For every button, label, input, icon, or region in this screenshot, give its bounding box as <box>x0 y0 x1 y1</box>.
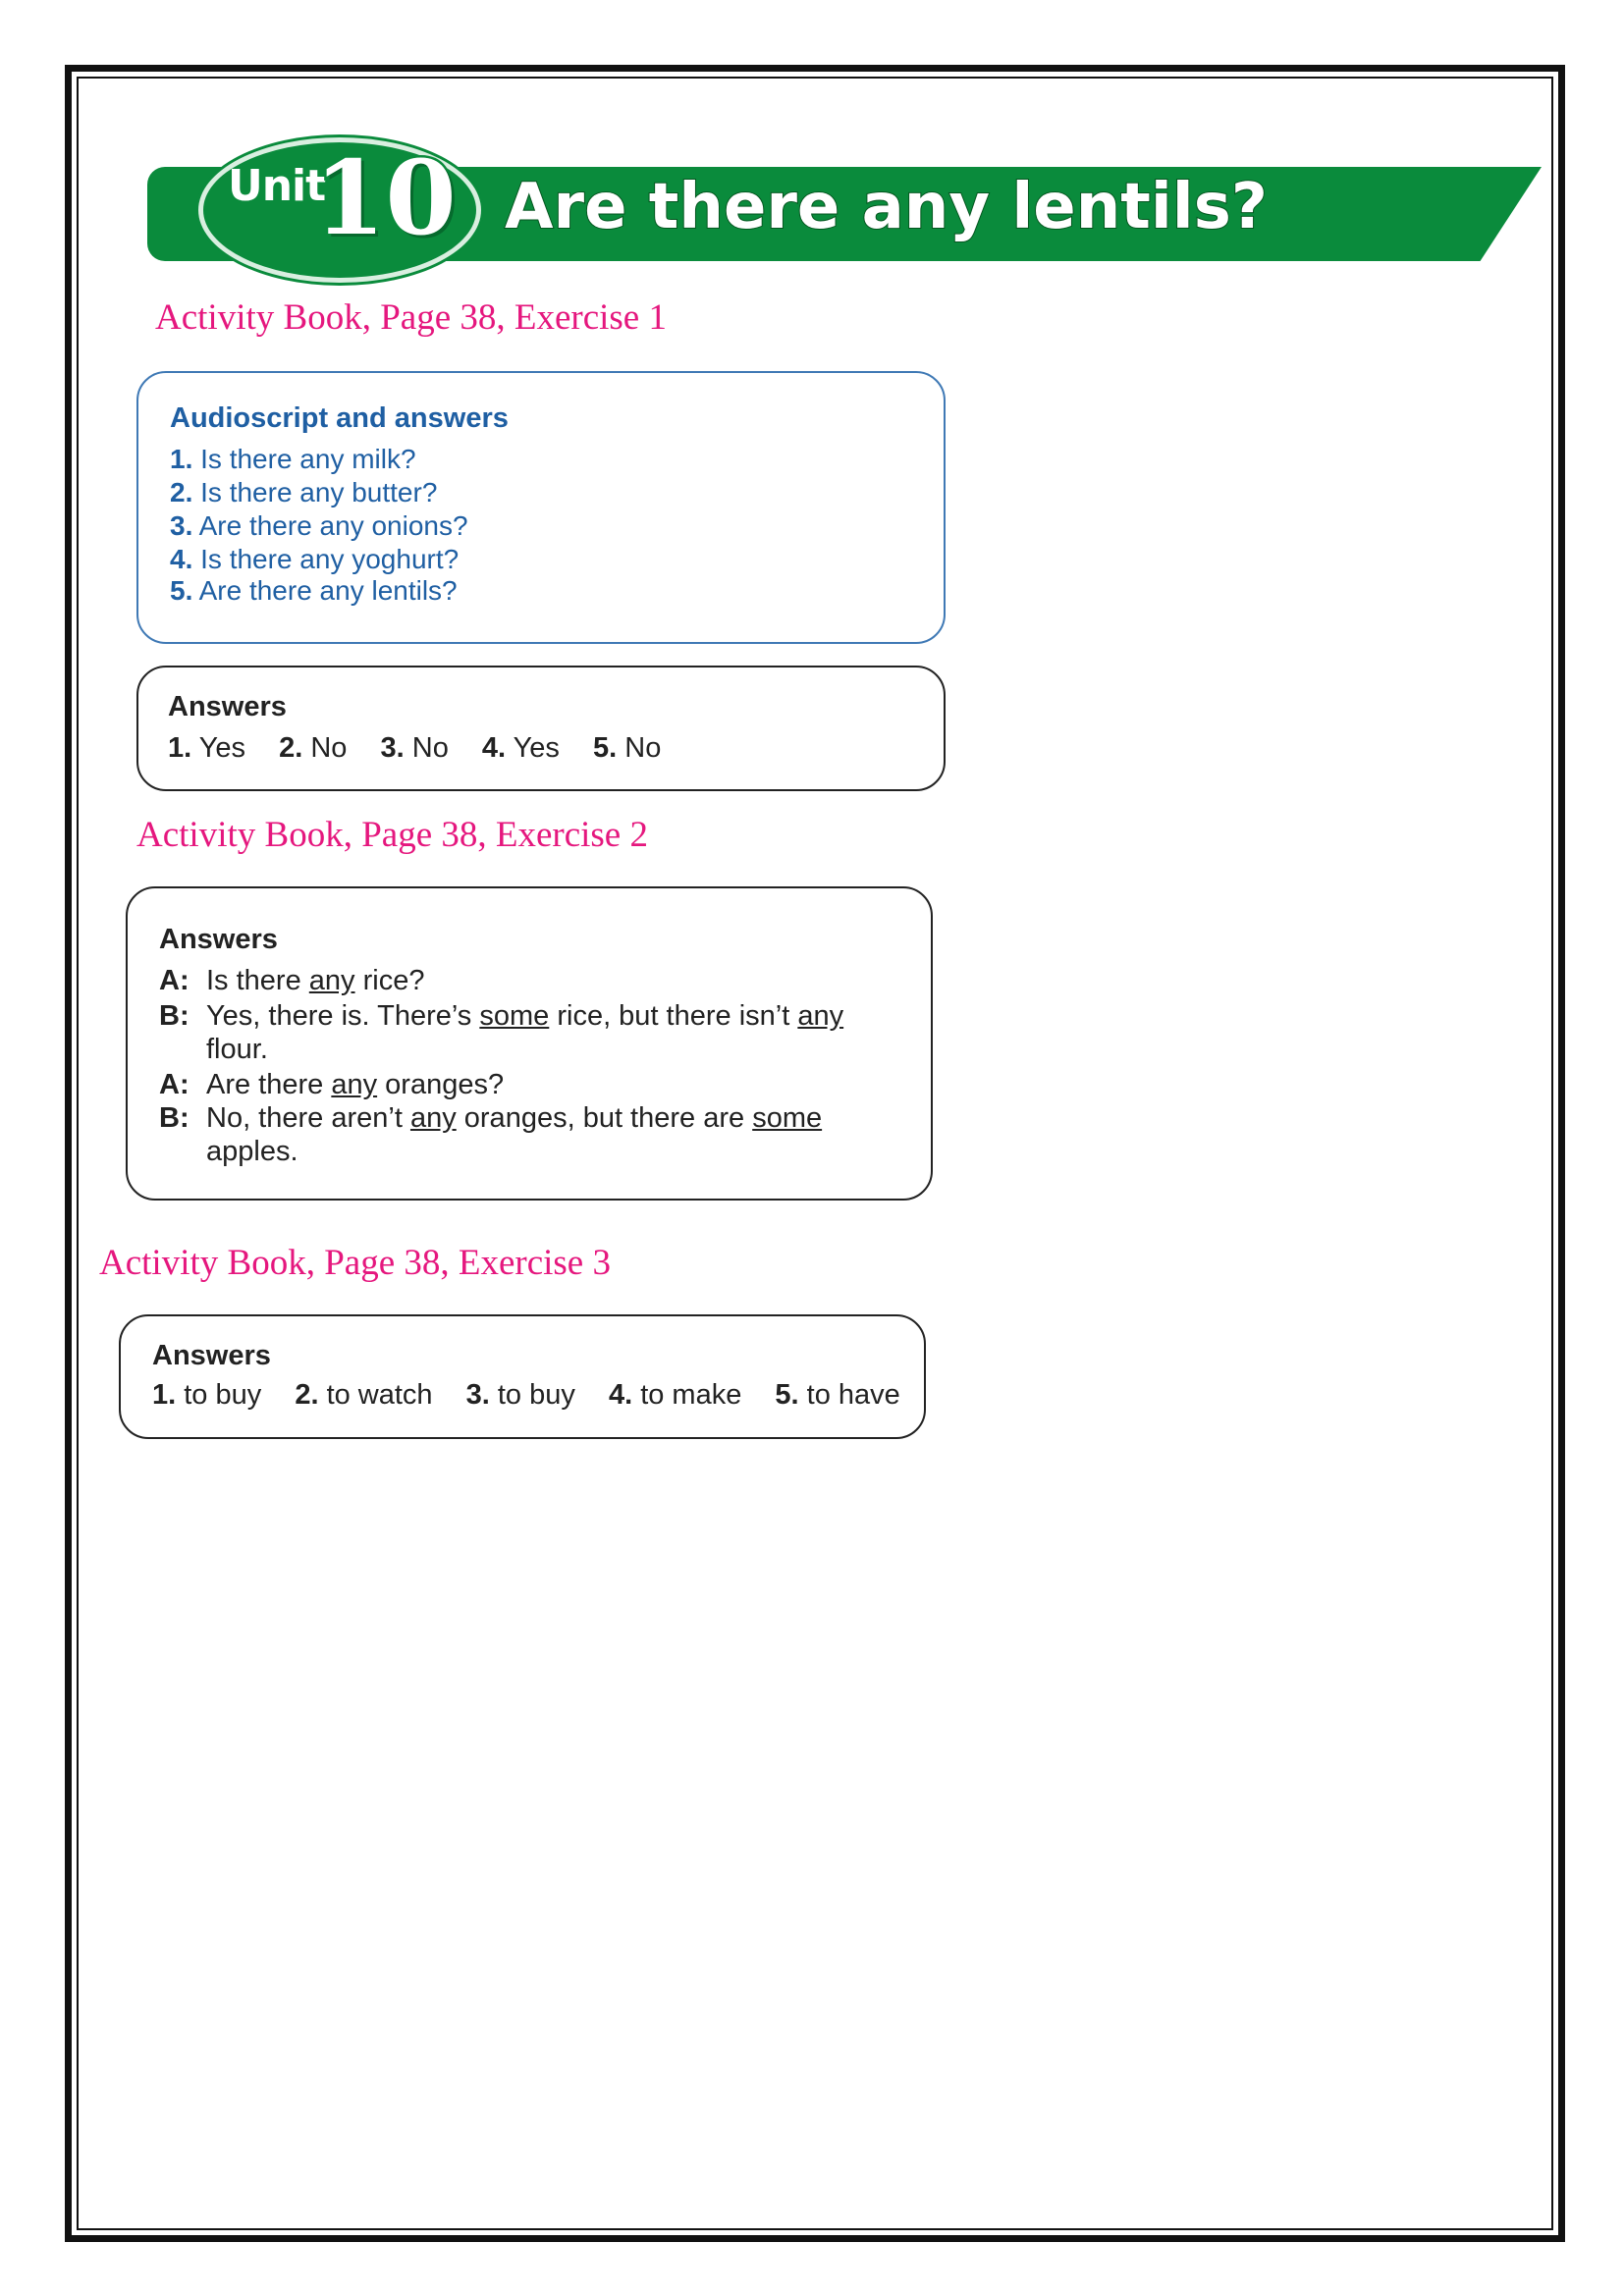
exercise3-answers-box <box>119 1314 926 1439</box>
answer-item: 3. No <box>380 732 449 764</box>
unit-banner <box>147 137 1542 261</box>
audioscript-line: 2. Is there any butter? <box>170 477 438 507</box>
unit-number: 10 <box>314 137 457 258</box>
dialogue-line: A: Are there any oranges? <box>159 1069 505 1100</box>
exercise1-heading: Activity Book, Page 38, Exercise 1 <box>155 297 667 338</box>
answer-item: 5. No <box>593 732 662 764</box>
answers-title: Answers <box>152 1340 271 1371</box>
answer-item: 3. to buy <box>465 1379 575 1411</box>
dialogue-line: A: Is there any rice? <box>159 965 425 996</box>
unit-label: Unit <box>228 161 326 211</box>
audioscript-line: 1. Is there any milk? <box>170 444 416 474</box>
answers-row <box>152 1379 900 1412</box>
answers-title: Answers <box>159 924 278 955</box>
answer-item: 4. Yes <box>481 732 560 764</box>
answers-row <box>168 732 661 765</box>
answer-item: 2. No <box>279 732 348 764</box>
exercise1-answers-box <box>136 666 946 791</box>
answer-item: 1. Yes <box>168 732 246 764</box>
audioscript-line: 5. Are there any lentils? <box>170 575 458 606</box>
unit-title: Are there any lentils? <box>505 171 1268 243</box>
dialogue-line: flour. <box>206 1034 268 1065</box>
audioscript-line: 3. Are there any onions? <box>170 510 468 541</box>
dialogue-line: apples. <box>206 1136 298 1167</box>
audioscript-line: 4. Is there any yoghurt? <box>170 544 460 574</box>
audioscript-title: Audioscript and answers <box>170 402 509 434</box>
answer-item: 2. to watch <box>295 1379 433 1411</box>
exercise2-heading: Activity Book, Page 38, Exercise 2 <box>136 815 648 855</box>
dialogue-line: B: Yes, there is. There’s some rice, but there isn’t any <box>159 1000 844 1032</box>
answer-item: 4. to make <box>608 1379 742 1411</box>
exercise2-answers-box <box>126 886 933 1201</box>
exercise3-heading: Activity Book, Page 38, Exercise 3 <box>99 1243 611 1283</box>
answer-item: 1. to buy <box>152 1379 262 1411</box>
answers-title: Answers <box>168 691 287 722</box>
dialogue-line: B: No, there aren’t any oranges, but there are some <box>159 1102 823 1134</box>
answer-item: 5. to have <box>775 1379 900 1411</box>
audioscript-box <box>136 371 946 644</box>
